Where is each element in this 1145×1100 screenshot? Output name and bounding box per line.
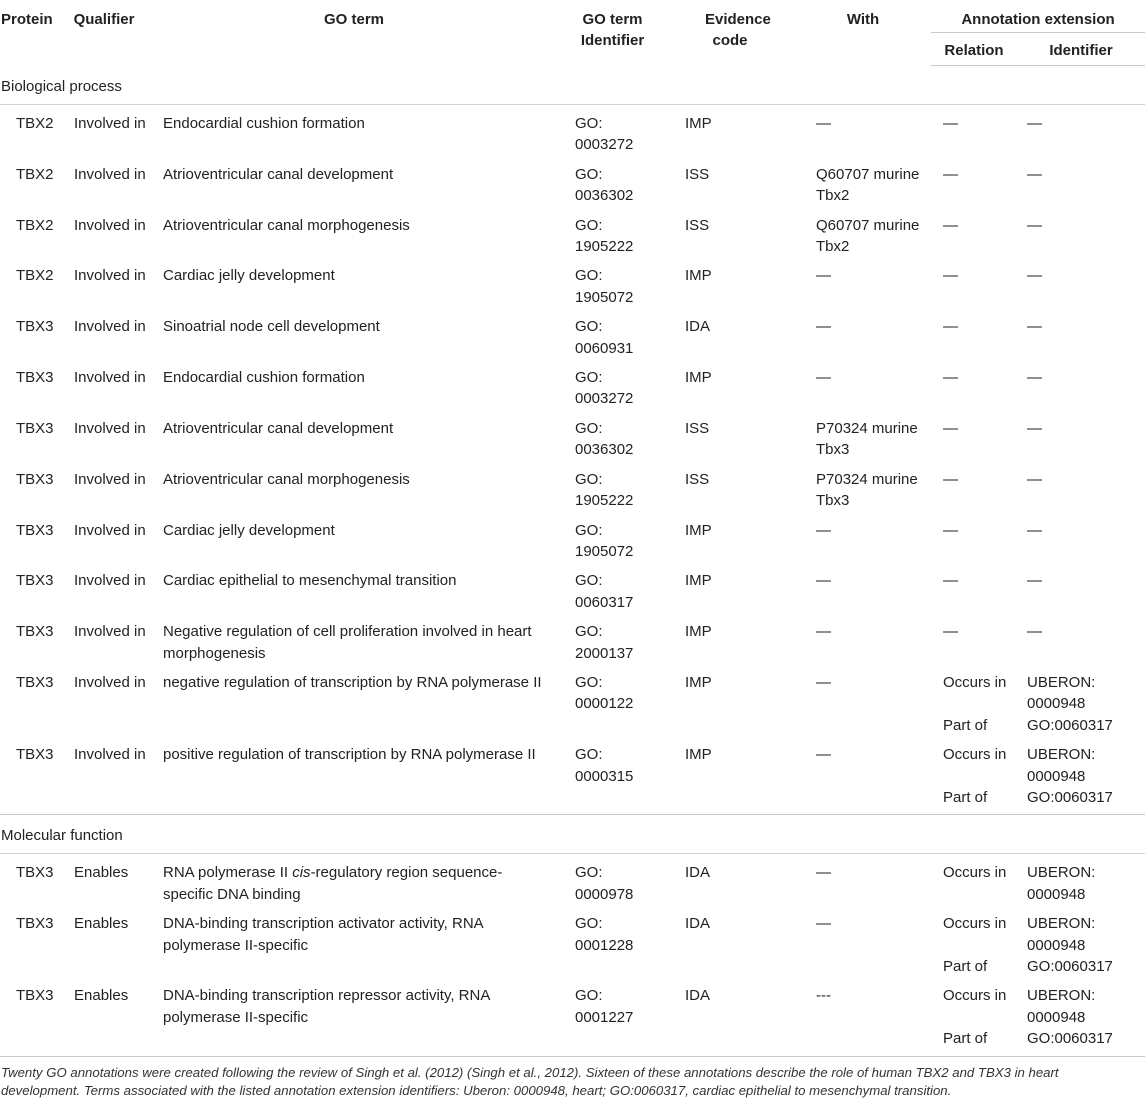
cell-qualifier: Involved in — [74, 419, 146, 437]
cell-identifier: — — [1027, 267, 1042, 285]
cell-go-term: Endocardial cushion formation — [163, 369, 365, 387]
go-term-italic: cis — [292, 864, 311, 882]
cell-go-term: negative regulation of transcription by RNA polymerase II — [163, 673, 542, 691]
cell-go-term: Atrioventricular canal morphogenesis — [163, 470, 410, 488]
cell-protein: TBX2 — [16, 115, 54, 132]
table-body — [0, 66, 1145, 1057]
header-identifier: Identifier — [1017, 33, 1145, 66]
cell-go-id: GO: 0036302 — [575, 419, 634, 459]
cell-go-id: GO: 0000978 — [575, 864, 634, 903]
cell-evidence: IMP — [685, 115, 712, 132]
table-row — [0, 257, 1145, 308]
cell-protein: TBX3 — [16, 470, 54, 488]
relation-value: Occurs in — [943, 987, 1007, 1005]
cell-with: Q60707 murine Tbx2 — [816, 216, 920, 256]
cell-identifier: — — [1027, 216, 1042, 234]
cell-with: — — [816, 864, 831, 882]
cell-relation — [931, 736, 1017, 815]
cell-identifier: — — [1027, 623, 1042, 641]
cell-go-id: GO: 0060931 — [575, 318, 634, 357]
header-qualifier: Qualifier — [73, 11, 135, 28]
cell-go-term: Sinoatrial node cell development — [163, 318, 380, 336]
cell-qualifier: Involved in — [74, 521, 146, 539]
cell-relation — [931, 905, 1017, 977]
cell-protein: TBX3 — [16, 369, 54, 387]
cell-protein: TBX3 — [16, 915, 54, 933]
cell-identifier: — — [1027, 521, 1042, 539]
cell-with: --- — [795, 977, 931, 1056]
cell-with: — — [816, 673, 831, 691]
cell-relation: — — [943, 115, 958, 132]
cell-go-id: GO: 1905072 — [575, 267, 634, 306]
table-footnote: Twenty GO annotations were created following the review of Singh et al. (2012) (Singh et al., 2012). Sixteen of these annotations describe the role of human TBX2 and TBX3 in heart development. Terms associated with the listed annotation extension identifiers: Uberon: 0000948, heart; GO:0060317, cardiac epithelial to mesenchymal transition. — [1, 1064, 1059, 1098]
cell-go-id: GO: 0001228 — [575, 915, 634, 954]
cell-evidence: ISS — [685, 216, 710, 234]
identifier-value: GO:0060317 — [1027, 958, 1113, 975]
cell-relation: — — [943, 521, 958, 539]
cell-go-term: Cardiac jelly development — [163, 521, 335, 539]
cell-go-id: GO: 1905072 — [575, 521, 634, 560]
cell-identifier: — — [1027, 470, 1042, 488]
cell-with: — — [816, 623, 831, 641]
relation-spacer — [943, 935, 1017, 956]
cell-protein: TBX3 — [0, 977, 60, 1056]
cell-with: Q60707 murine Tbx2 — [816, 165, 920, 205]
cell-evidence: IDA — [665, 977, 795, 1056]
cell-qualifier: Involved in — [60, 736, 148, 815]
cell-go-id: GO: 1905222 — [575, 216, 634, 256]
table-row — [0, 905, 1145, 977]
cell-with: — — [816, 521, 831, 539]
table-row — [0, 977, 1145, 1056]
relation-value: Part of — [943, 788, 988, 806]
table-row — [0, 512, 1145, 563]
header-relation: Relation — [931, 33, 1017, 66]
cell-identifier: UBERON: 0000948 — [1027, 864, 1096, 903]
header-go-term: GO term — [323, 11, 384, 28]
section-molecular-function: Molecular function — [0, 815, 1145, 854]
cell-relation: Occurs in — [943, 864, 1007, 882]
table-row — [0, 359, 1145, 410]
table-header — [0, 0, 1145, 66]
cell-qualifier: Involved in — [74, 115, 146, 132]
cell-protein: TBX3 — [16, 318, 54, 336]
go-term-text: RNA polymerase II — [163, 864, 293, 882]
relation-spacer — [943, 766, 1017, 787]
cell-go-term — [148, 854, 560, 905]
relation-value: Occurs in — [943, 673, 1007, 691]
cell-identifier — [1017, 905, 1145, 977]
cell-evidence: IDA — [685, 318, 711, 336]
header-with: With — [846, 11, 880, 28]
table-row — [0, 156, 1145, 207]
cell-relation: — — [943, 267, 958, 285]
cell-identifier: — — [1027, 115, 1042, 132]
table-row — [0, 613, 1145, 664]
relation-value: Occurs in — [943, 915, 1007, 933]
cell-evidence: IMP — [685, 267, 712, 285]
table-row — [0, 461, 1145, 512]
cell-with: — — [816, 369, 831, 387]
cell-qualifier: Enables — [74, 915, 129, 933]
cell-go-id: GO: 0003272 — [575, 369, 634, 408]
cell-qualifier: Involved in — [74, 572, 146, 590]
cell-with: — — [795, 736, 931, 815]
cell-relation: — — [943, 318, 958, 336]
cell-relation — [931, 664, 1017, 736]
cell-go-term: Cardiac epithelial to mesenchymal transition — [163, 572, 457, 590]
cell-go-term: Negative regulation of cell proliferation involved in heart morphogenesis — [163, 623, 532, 662]
cell-go-term: Cardiac jelly development — [163, 267, 335, 285]
relation-value: Occurs in — [943, 746, 1007, 764]
relation-spacer — [943, 1007, 1017, 1028]
cell-with: — — [816, 267, 831, 285]
cell-relation: — — [943, 572, 958, 590]
table-row — [0, 410, 1145, 461]
cell-qualifier: Involved in — [74, 216, 146, 234]
identifier-value: UBERON: 0000948 — [1027, 673, 1096, 713]
cell-qualifier: Involved in — [74, 470, 146, 488]
header-annotation-extension: Annotation extension — [931, 0, 1145, 33]
relation-value: Part of — [943, 1030, 988, 1048]
cell-evidence: IDA — [685, 864, 711, 882]
table-row — [0, 207, 1145, 258]
cell-protein: TBX3 — [0, 736, 60, 815]
section-biological-process: Biological process — [0, 66, 1145, 105]
cell-relation: — — [943, 165, 958, 183]
cell-go-term: positive regulation of transcription by RNA polymerase II — [148, 736, 560, 815]
table-row — [0, 736, 1145, 815]
cell-evidence: ISS — [685, 419, 710, 437]
cell-relation: — — [943, 419, 958, 437]
cell-go-term: DNA-binding transcription repressor activity, RNA polymerase II-specific — [148, 977, 560, 1056]
header-go-term-identifier: GO term Identifier — [580, 11, 645, 49]
cell-go-id: GO: 0000315 — [560, 736, 665, 815]
cell-identifier: — — [1027, 419, 1042, 437]
cell-evidence: IMP — [685, 572, 712, 590]
cell-protein: TBX3 — [16, 419, 54, 437]
cell-evidence: IMP — [665, 736, 795, 815]
cell-identifier: — — [1027, 572, 1042, 590]
cell-relation: — — [943, 369, 958, 387]
table-row — [0, 308, 1145, 359]
section-row — [0, 66, 1145, 105]
relation-spacer — [943, 693, 1017, 714]
cell-identifier — [1017, 977, 1145, 1056]
cell-identifier: — — [1027, 318, 1042, 336]
cell-with: — — [816, 115, 831, 132]
cell-protein: TBX3 — [16, 864, 54, 882]
cell-with: P70324 murine Tbx3 — [816, 419, 918, 459]
cell-go-term: Atrioventricular canal development — [163, 165, 394, 183]
cell-with: P70324 murine Tbx3 — [816, 470, 918, 510]
identifier-value: UBERON: 0000948 — [1027, 915, 1096, 954]
cell-evidence: IMP — [685, 673, 712, 691]
cell-go-term: Atrioventricular canal development — [163, 419, 394, 437]
relation-value: Part of — [943, 958, 988, 975]
cell-go-id: GO: 0000122 — [575, 673, 634, 713]
cell-protein: TBX3 — [16, 673, 54, 691]
cell-go-id: GO: 0003272 — [575, 115, 634, 154]
cell-qualifier: Involved in — [74, 318, 146, 336]
cell-identifier: — — [1027, 165, 1042, 183]
cell-qualifier: Enables — [74, 864, 129, 882]
identifier-value: GO:0060317 — [1027, 716, 1113, 734]
go-term-text: -regulatory region sequence-specific DNA binding — [163, 864, 503, 903]
cell-evidence: IMP — [685, 521, 712, 539]
cell-with: — — [816, 915, 831, 933]
cell-identifier: — — [1027, 369, 1042, 387]
header-evidence-code: Evidence code — [705, 11, 771, 49]
cell-go-id: GO: 0060317 — [575, 572, 634, 611]
identifier-value: UBERON: 0000948 — [1027, 987, 1096, 1026]
header-protein: Protein — [1, 11, 53, 28]
cell-qualifier: Involved in — [74, 673, 146, 691]
cell-relation: — — [943, 216, 958, 234]
cell-relation: — — [943, 470, 958, 488]
cell-go-term: Endocardial cushion formation — [163, 115, 365, 132]
cell-evidence: IDA — [685, 915, 711, 933]
identifier-value: GO:0060317 — [1027, 788, 1113, 806]
table-row — [0, 562, 1145, 613]
cell-relation: — — [943, 623, 958, 641]
cell-protein: TBX3 — [16, 521, 54, 539]
cell-evidence: ISS — [685, 165, 710, 183]
table-row — [0, 105, 1145, 156]
cell-qualifier: Involved in — [74, 369, 146, 387]
cell-identifier — [1017, 664, 1145, 736]
cell-evidence: IMP — [685, 369, 712, 387]
cell-evidence: ISS — [685, 470, 710, 488]
cell-protein: TBX3 — [16, 572, 54, 590]
cell-qualifier: Enables — [60, 977, 148, 1056]
cell-go-term: Atrioventricular canal morphogenesis — [163, 216, 410, 234]
relation-value: Part of — [943, 716, 988, 734]
table-row — [0, 854, 1145, 905]
cell-go-id: GO: 2000137 — [575, 623, 634, 662]
cell-qualifier: Involved in — [74, 165, 146, 183]
cell-protein: TBX2 — [16, 165, 54, 183]
cell-protein: TBX3 — [16, 623, 54, 641]
cell-identifier — [1017, 736, 1145, 815]
cell-protein: TBX2 — [16, 267, 54, 285]
identifier-value: UBERON: 0000948 — [1027, 746, 1096, 785]
cell-go-term: DNA-binding transcription activator activity, RNA polymerase II-specific — [163, 915, 483, 954]
cell-go-id: GO: 0001227 — [560, 977, 665, 1056]
cell-with: — — [816, 318, 831, 336]
cell-evidence: IMP — [685, 623, 712, 641]
cell-go-id: GO: 0036302 — [575, 165, 634, 205]
cell-go-id: GO: 1905222 — [575, 470, 634, 510]
section-row — [0, 815, 1145, 854]
cell-with: — — [816, 572, 831, 590]
cell-qualifier: Involved in — [74, 267, 146, 285]
cell-protein: TBX2 — [16, 216, 54, 234]
table-row — [0, 664, 1145, 736]
identifier-value: GO:0060317 — [1027, 1030, 1113, 1048]
cell-qualifier: Involved in — [74, 623, 146, 641]
cell-relation — [931, 977, 1017, 1056]
